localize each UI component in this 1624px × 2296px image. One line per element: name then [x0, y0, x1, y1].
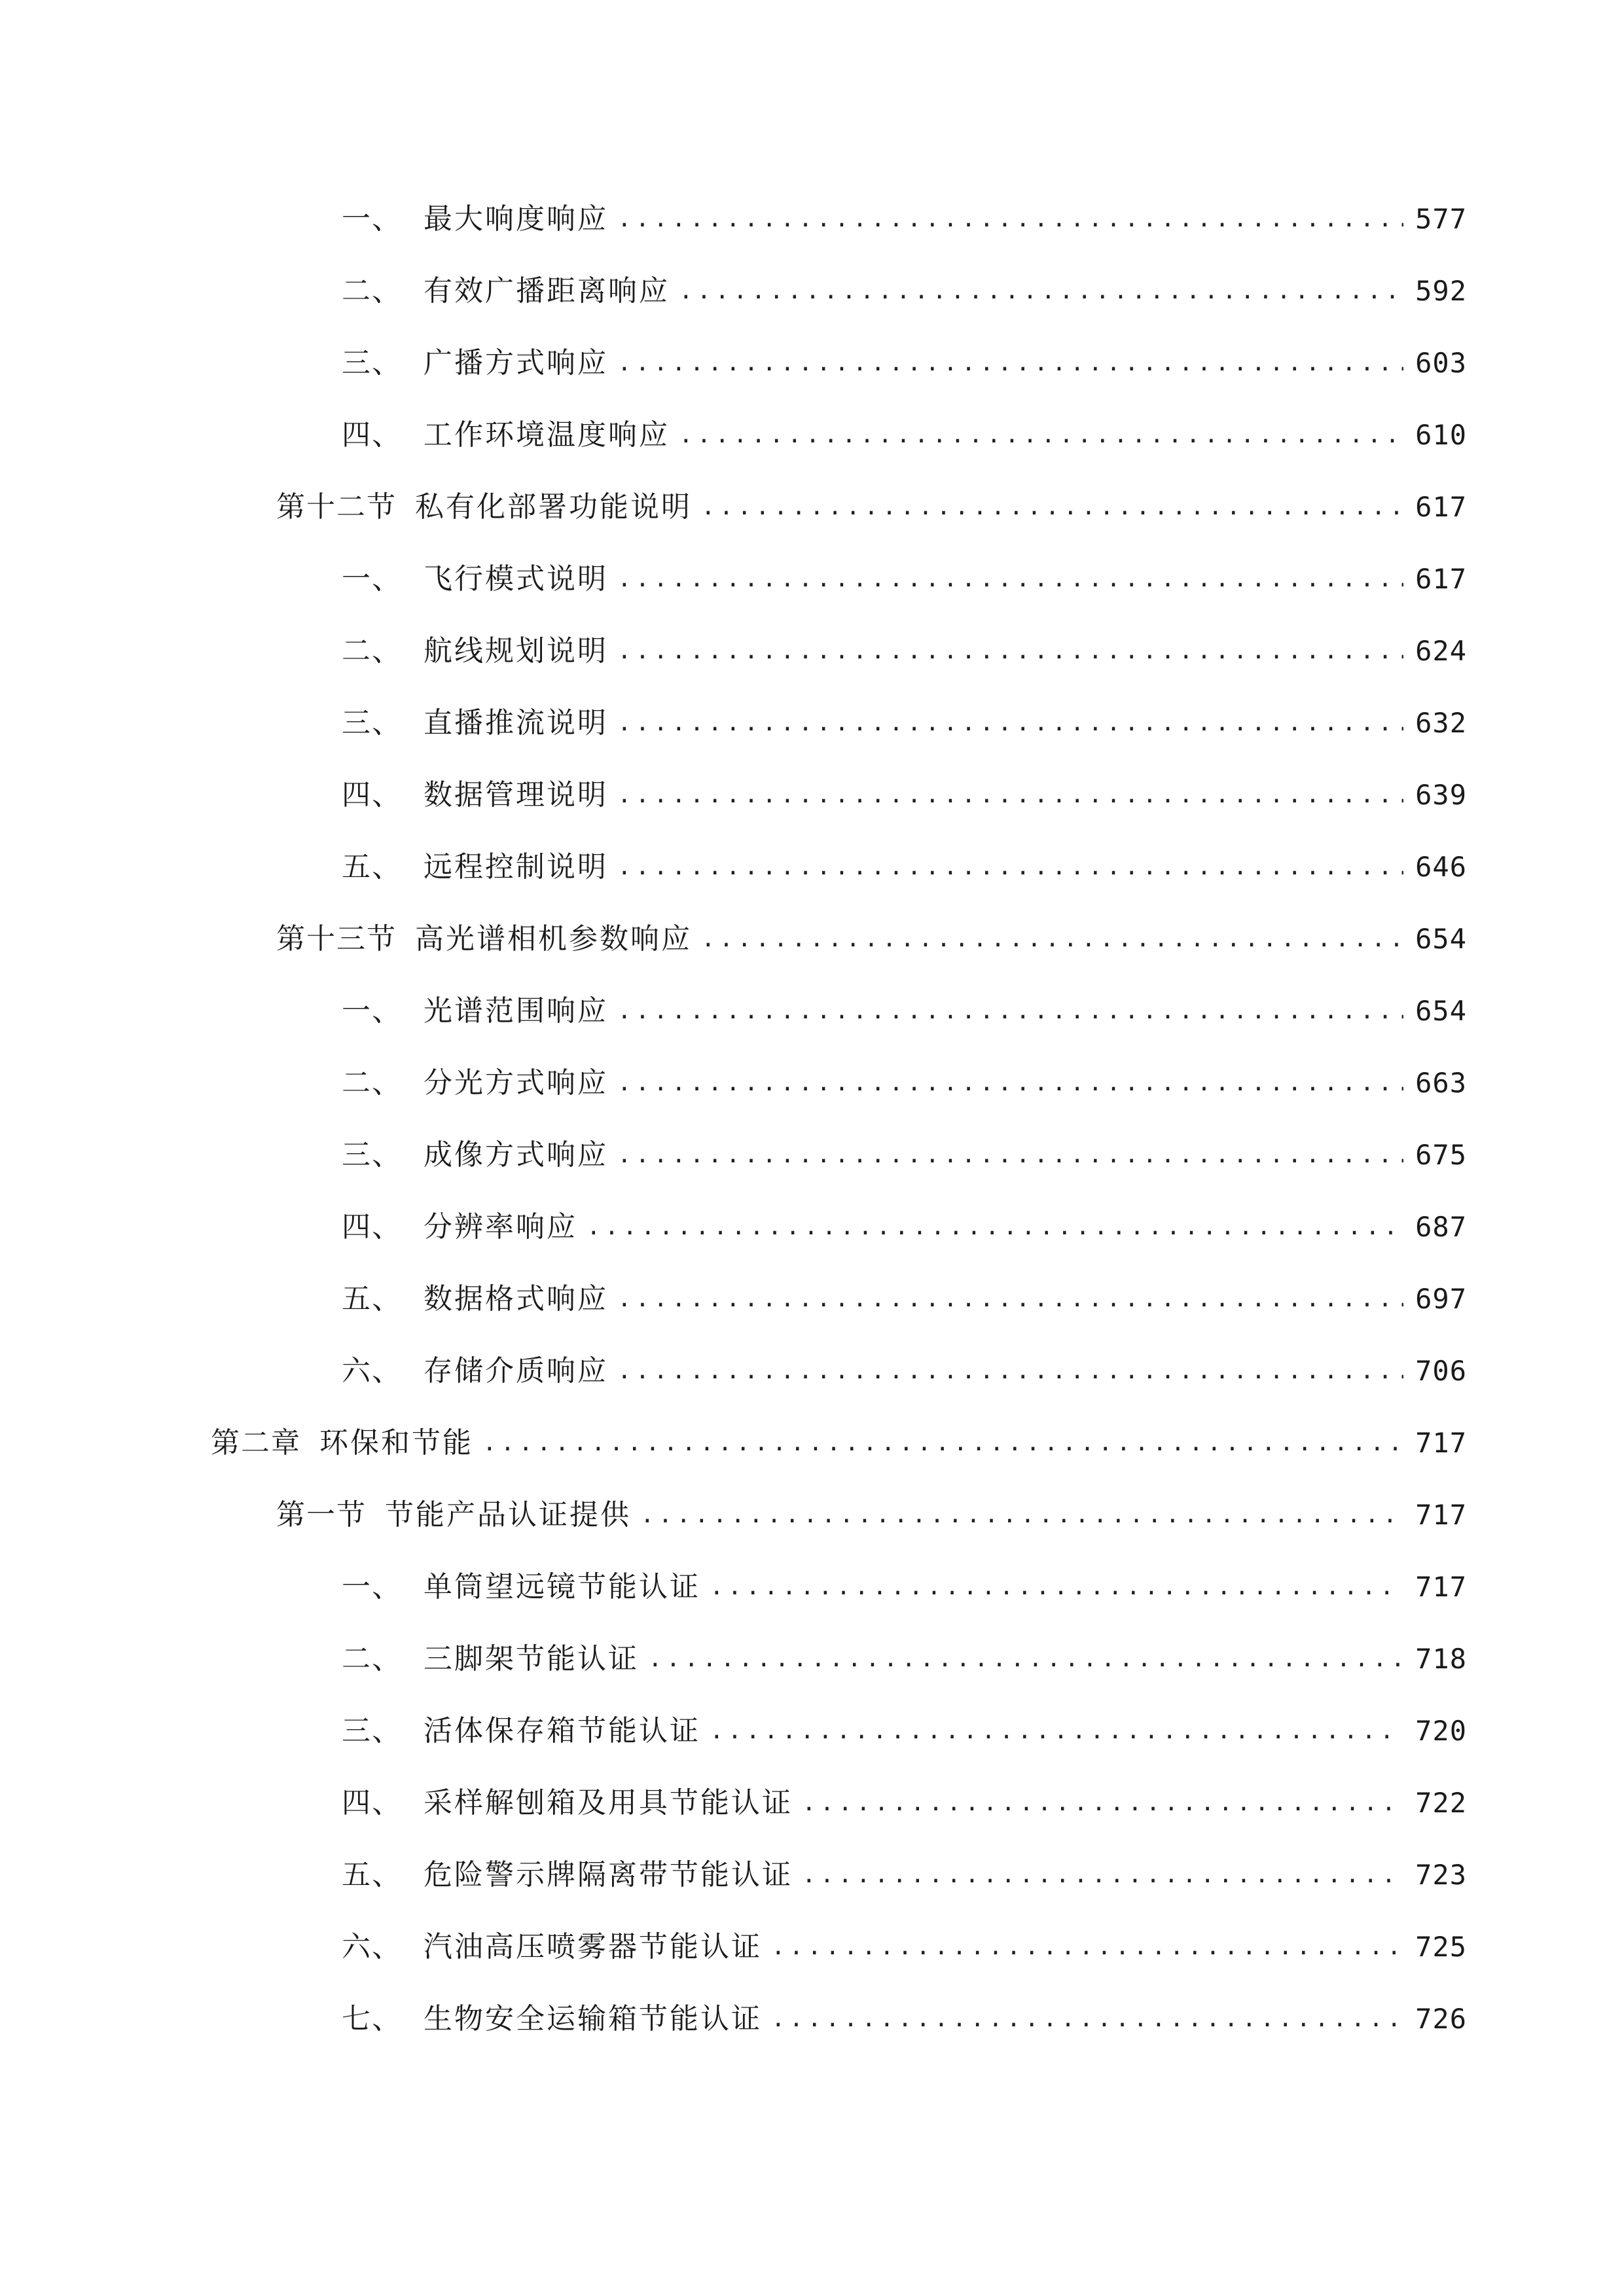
toc-number: 五、 [342, 1858, 402, 1892]
dot-leader [640, 1489, 1403, 1541]
dot-leader [701, 913, 1403, 965]
toc-page-number: 717 [1415, 1571, 1467, 1603]
toc-number: 一、 [342, 994, 402, 1028]
toc-entry[interactable] [342, 769, 1467, 821]
toc-number: 第十三节 [276, 922, 397, 956]
toc-entry[interactable] [342, 1849, 1467, 1901]
dot-leader [617, 985, 1403, 1037]
toc-number: 三、 [342, 346, 402, 380]
dot-leader [710, 1705, 1403, 1757]
toc-title: 单筒望远镜节能认证 [424, 1570, 700, 1604]
toc-title: 采样解刨箱及用具节能认证 [424, 1786, 793, 1820]
toc-page-number: 717 [1415, 1499, 1467, 1531]
toc-title: 高光谱相机参数响应 [415, 922, 692, 956]
dot-leader [586, 1201, 1403, 1253]
dot-leader [617, 769, 1403, 821]
toc-page-number: 706 [1415, 1355, 1467, 1387]
toc-page-number: 687 [1415, 1211, 1467, 1243]
toc-entry[interactable] [342, 1273, 1467, 1325]
toc-page-number: 717 [1415, 1427, 1467, 1459]
toc-entry[interactable] [342, 409, 1467, 461]
toc-title: 最大响度响应 [424, 202, 608, 236]
toc-entry[interactable] [342, 1705, 1467, 1757]
toc-entry[interactable] [342, 985, 1467, 1037]
dot-leader [710, 1561, 1403, 1613]
dot-leader [679, 265, 1403, 317]
toc-number: 三、 [342, 1714, 402, 1748]
toc-entry[interactable] [342, 1201, 1467, 1253]
dot-leader [617, 697, 1403, 749]
toc-number: 一、 [342, 562, 402, 596]
toc-entry[interactable] [342, 1921, 1467, 1973]
toc-page-number: 675 [1415, 1139, 1467, 1171]
toc-title: 飞行模式说明 [424, 562, 608, 596]
toc-entry[interactable] [342, 193, 1467, 245]
dot-leader [617, 1273, 1403, 1325]
toc-number: 一、 [342, 202, 402, 236]
toc-number: 五、 [342, 1282, 402, 1316]
toc-title: 数据格式响应 [424, 1282, 608, 1316]
toc-title: 危险警示牌隔离带节能认证 [424, 1858, 793, 1892]
toc-page-number: 725 [1415, 1931, 1467, 1963]
toc-number: 三、 [342, 706, 402, 740]
toc-number: 第十二节 [276, 490, 397, 524]
toc-title: 有效广播距离响应 [424, 274, 670, 308]
toc-page-number: 632 [1415, 707, 1467, 739]
toc-page-number: 720 [1415, 1715, 1467, 1747]
dot-leader [771, 1921, 1403, 1973]
toc-number: 二、 [342, 1642, 402, 1676]
toc-number: 第二章 [211, 1426, 301, 1460]
toc-title: 航线规划说明 [424, 634, 608, 668]
toc-title: 远程控制说明 [424, 850, 608, 884]
toc-number: 三、 [342, 1138, 402, 1172]
toc-page-number: 617 [1415, 563, 1467, 595]
toc-entry[interactable] [342, 841, 1467, 893]
toc-page-number: 592 [1415, 275, 1467, 307]
toc-number: 六、 [342, 1354, 402, 1388]
toc-page-number: 617 [1415, 491, 1467, 523]
toc-number: 第一节 [276, 1498, 367, 1532]
dot-leader [679, 409, 1403, 461]
toc-title: 光谱范围响应 [424, 994, 608, 1028]
toc-title: 三脚架节能认证 [424, 1642, 639, 1676]
toc-title: 私有化部署功能说明 [415, 490, 692, 524]
toc-page-number: 624 [1415, 635, 1467, 667]
toc-title: 环保和节能 [319, 1426, 473, 1460]
toc-page-number: 718 [1415, 1643, 1467, 1675]
toc-entry[interactable] [342, 1777, 1467, 1829]
toc-number: 二、 [342, 1066, 402, 1100]
dot-leader [617, 337, 1403, 389]
dot-leader [617, 193, 1403, 245]
toc-entry[interactable] [342, 265, 1467, 317]
toc-number: 四、 [342, 1786, 402, 1820]
toc-title: 直播推流说明 [424, 706, 608, 740]
toc-entry[interactable] [342, 1561, 1467, 1613]
toc-title: 数据管理说明 [424, 778, 608, 812]
toc-title: 汽油高压喷雾器节能认证 [424, 1930, 762, 1964]
toc-entry[interactable] [342, 1057, 1467, 1109]
toc-number: 六、 [342, 1930, 402, 1964]
toc-number: 二、 [342, 274, 402, 308]
toc-entry[interactable] [342, 1129, 1467, 1181]
toc-entry[interactable] [342, 553, 1467, 605]
toc-entry-section[interactable] [276, 1489, 1467, 1541]
toc-number: 五、 [342, 850, 402, 884]
toc-entry[interactable] [342, 697, 1467, 749]
toc-number: 二、 [342, 634, 402, 668]
toc-entry[interactable] [342, 1993, 1467, 2045]
toc-number: 四、 [342, 418, 402, 452]
toc-title: 生物安全运输箱节能认证 [424, 2002, 762, 2036]
toc-page-number: 603 [1415, 347, 1467, 379]
toc-entry-chapter[interactable] [211, 1417, 1467, 1469]
toc-number: 七、 [342, 2002, 402, 2036]
toc-title: 广播方式响应 [424, 346, 608, 380]
toc-title: 分辨率响应 [424, 1210, 577, 1244]
toc-page-number: 577 [1415, 203, 1467, 235]
toc-page-number: 610 [1415, 419, 1467, 451]
toc-page-number: 646 [1415, 851, 1467, 883]
toc-title: 活体保存箱节能认证 [424, 1714, 700, 1748]
toc-entry-section[interactable] [276, 481, 1467, 533]
toc-page-number: 654 [1415, 923, 1467, 955]
dot-leader [482, 1417, 1403, 1469]
toc-entry[interactable] [342, 1345, 1467, 1397]
toc-title: 工作环境温度响应 [424, 418, 670, 452]
toc-page-number: 697 [1415, 1283, 1467, 1315]
dot-leader [617, 553, 1403, 605]
toc-title: 存储介质响应 [424, 1354, 608, 1388]
toc-title: 节能产品认证提供 [385, 1498, 631, 1532]
toc-entry[interactable] [342, 625, 1467, 677]
toc-number: 一、 [342, 1570, 402, 1604]
toc-page-number: 639 [1415, 779, 1467, 811]
toc-number: 四、 [342, 1210, 402, 1244]
dot-leader [648, 1633, 1403, 1685]
toc-page-number: 723 [1415, 1859, 1467, 1891]
toc-entry[interactable] [342, 337, 1467, 389]
toc-number: 四、 [342, 778, 402, 812]
toc-page-number: 654 [1415, 995, 1467, 1027]
toc-entry-section[interactable] [276, 913, 1467, 965]
toc-page-number: 726 [1415, 2003, 1467, 2035]
dot-leader [617, 1057, 1403, 1109]
toc-title: 成像方式响应 [424, 1138, 608, 1172]
dot-leader [617, 1345, 1403, 1397]
toc-entry[interactable] [342, 1633, 1467, 1685]
dot-leader [771, 1993, 1403, 2045]
dot-leader [617, 625, 1403, 677]
dot-leader [701, 481, 1403, 533]
toc-page-number: 722 [1415, 1787, 1467, 1819]
toc-page-number: 663 [1415, 1067, 1467, 1099]
toc-title: 分光方式响应 [424, 1066, 608, 1100]
dot-leader [617, 841, 1403, 893]
dot-leader [617, 1129, 1403, 1181]
dot-leader [802, 1777, 1403, 1829]
dot-leader [802, 1849, 1403, 1901]
